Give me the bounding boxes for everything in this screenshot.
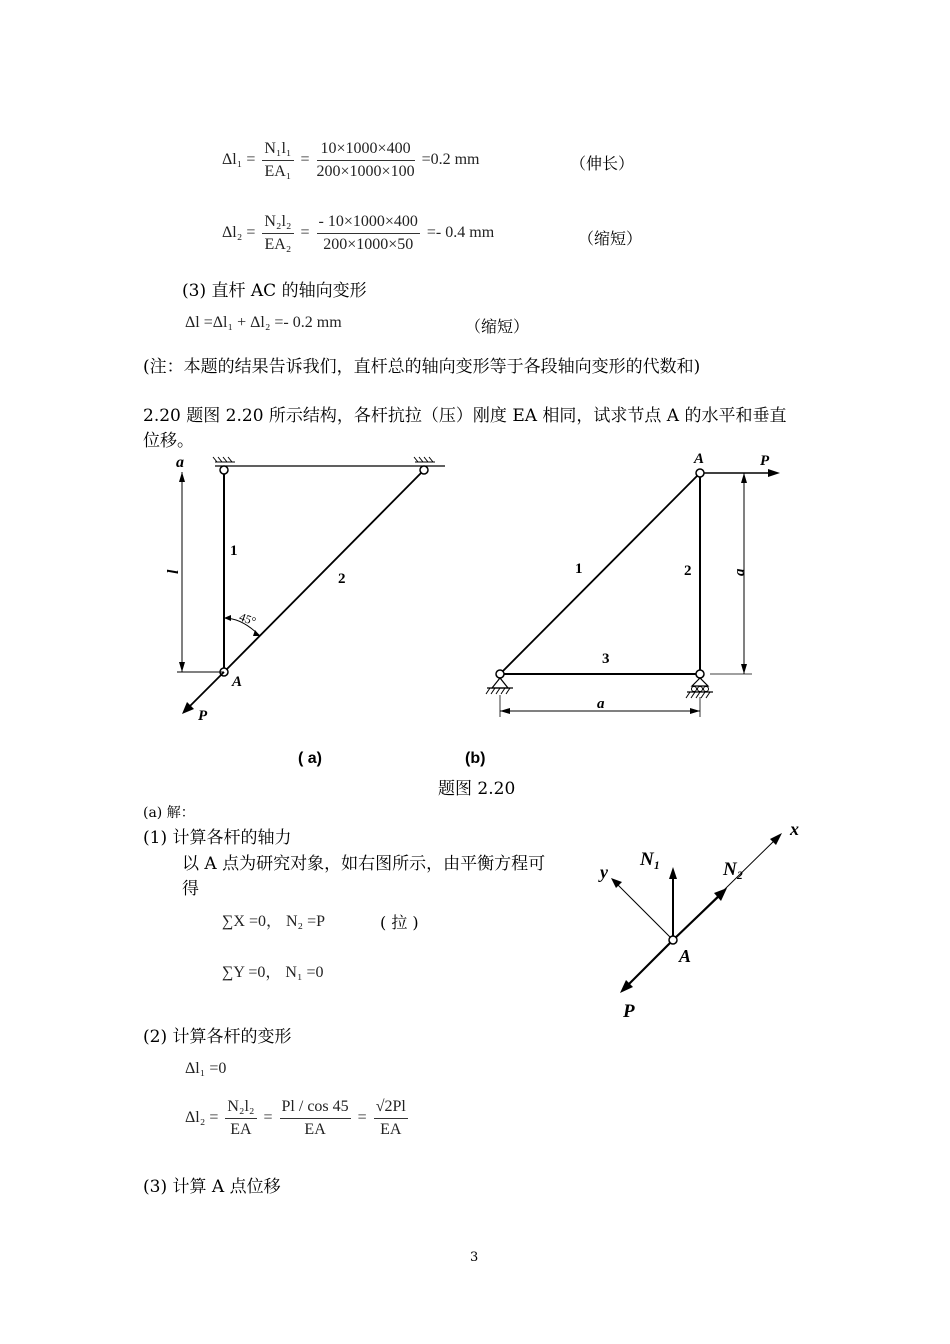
solution-step1: (1) 计算各杆的轴力	[143, 828, 292, 848]
fig-a-bar1-label: 1	[230, 543, 238, 559]
step3-title: (3) 直杆 AC 的轴向变形	[182, 281, 367, 301]
fig-a-bar2-label: 2	[338, 571, 346, 587]
fig-b-hdim-label: a	[597, 696, 605, 712]
fig-b-bar1-label: 1	[575, 561, 583, 577]
eq-dl1-zero: Δl₁ =0	[185, 1060, 227, 1077]
eq1-frac1: $\frac{\text{N₁l₁}}{\text{EA₁}}$	[264, 140, 292, 180]
equation-dl2: Δl₂ = $\frac{\text{N₂l₂}}{\text{EA₂}}$ = $\frac{- 10\times 1000\times 400}{200\times 1000\times 50}$ =- 0.4 mm	[222, 213, 495, 253]
eq2-note: （缩短）	[578, 229, 643, 248]
eq2-lhs: Δl₂	[222, 224, 243, 242]
fig-a-load-label: P	[198, 708, 208, 724]
figure-caption: 题图 2.20	[438, 779, 516, 799]
fig-a-length-label: l	[165, 569, 182, 574]
solution-step2: (2) 计算各杆的变形	[143, 1027, 292, 1047]
fig-b-load-label: P	[760, 453, 770, 469]
eq1-frac2: $\frac{10\times 1000\times 400}{200\times 1000\times 100}$	[316, 140, 415, 180]
solution-step1-text2: 得	[182, 879, 199, 899]
fbd-n2-label: N₂	[723, 859, 744, 880]
dl2-lhs: Δl₂ =	[185, 1109, 219, 1127]
eq2-result: =- 0.4 mm	[426, 224, 495, 242]
figure-b	[480, 445, 780, 725]
fig-a-node-label: A	[232, 674, 243, 690]
figure-a-label: ( a)	[298, 750, 322, 767]
solution-step1-text1: 以 A 点为研究对象，如右图所示，由平衡方程可	[182, 854, 546, 874]
eq-sum-x: ∑X =0， N₂ =P	[222, 913, 326, 930]
eq3: Δl =Δl₁ + Δl₂ =- 0.2 mm	[185, 314, 342, 331]
eq3-note: （缩短）	[465, 317, 530, 336]
page-number: 3	[470, 1250, 479, 1265]
dl2-frac1: $\frac{\text{N₂l₂}}{EA}$	[227, 1098, 255, 1138]
equation-dl1: Δl₁ = $\frac{\text{N₁l₁}}{\text{EA₁}}$ = $\frac{10\times 1000\times 400}{200\times 1000\times 100}$ =0.2 mm	[222, 140, 480, 180]
problem-line2: 位移。	[143, 431, 194, 451]
eq2-frac1: $\frac{\text{N₂l₂}}{\text{EA₂}}$	[264, 213, 292, 253]
fig-a-top-label: a	[176, 454, 184, 471]
eq-sum-y: ∑Y =0， N₁ =0	[222, 964, 324, 981]
fbd-node-label: A	[679, 946, 692, 966]
solution-head: (a) 解：	[143, 805, 195, 821]
eq1-lhs: Δl₁	[222, 151, 243, 169]
problem-line1: 2.20 题图 2.20 所示结构，各杆抗拉（压）刚度 EA 相同，试求节点 A 的水平和垂直	[143, 406, 787, 426]
dl2-frac3: $\frac{√2Pl}{EA}$	[375, 1098, 406, 1138]
note-line: (注：本题的结果告诉我们，直杆总的轴向变形等于各段轴向变形的代数和)	[143, 357, 701, 377]
eq1-result: =0.2 mm	[421, 151, 480, 169]
fbd-x-label: x	[790, 819, 799, 839]
fbd-load-label: P	[623, 1001, 635, 1022]
solution-step3: (3) 计算 A 点位移	[143, 1177, 281, 1197]
fig-a-angle-label: 45°	[237, 609, 258, 629]
fig-b-bar3-label: 3	[602, 651, 610, 667]
eq-sum-x-note: ( 拉 )	[380, 913, 419, 932]
dl2-frac2: $\frac{Pl / \cos 45}{EA}$	[281, 1098, 349, 1138]
eq1-note: （伸长）	[570, 154, 635, 173]
fbd-y-label: y	[600, 862, 608, 882]
figure-a	[160, 450, 460, 730]
free-body-diagram	[590, 815, 815, 1030]
eq-dl2: Δl₂ = $\frac{\text{N₂l₂}}{EA}$ = $\frac{Pl / \cos 45}{EA}$ = $\frac{√2Pl}{EA}$	[185, 1098, 406, 1138]
fig-b-bar2-label: 2	[684, 563, 692, 579]
fig-b-node-label: A	[694, 451, 705, 467]
fig-b-vdim-label: a	[732, 568, 748, 576]
eq2-frac2: $\frac{- 10\times 1000\times 400}{200\times 1000\times 50}$	[318, 213, 418, 253]
figure-b-label: (b)	[465, 750, 486, 767]
fbd-n1-label: N₁	[640, 849, 661, 870]
